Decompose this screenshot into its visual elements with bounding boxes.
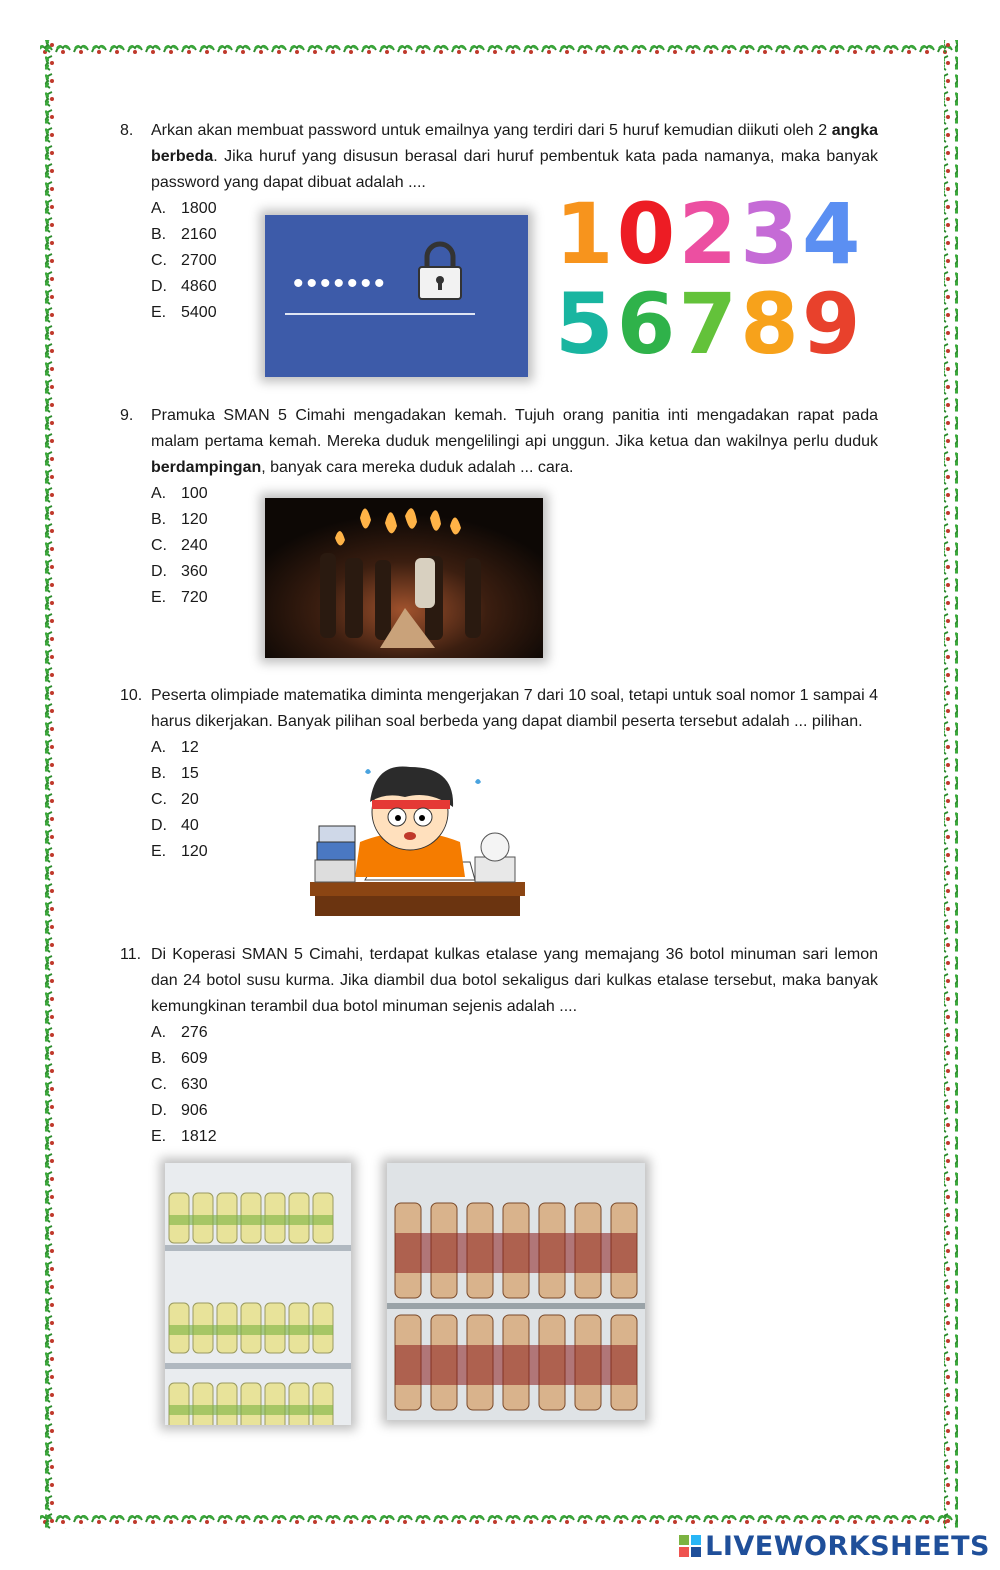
question-number: 9.: [120, 407, 134, 424]
digit: 0: [616, 185, 676, 283]
option-e[interactable]: E. 5400: [151, 304, 217, 321]
digit: 8: [740, 275, 799, 373]
question-11: [120, 942, 878, 1150]
digit: 5: [555, 275, 614, 373]
digit: 2: [678, 185, 737, 283]
option-a[interactable]: A. 100: [151, 485, 208, 502]
date-milk-photo: [387, 1163, 645, 1420]
option-c[interactable]: C. 630: [151, 1076, 208, 1093]
option-b[interactable]: B. 2160: [151, 226, 217, 243]
liveworksheets-logo[interactable]: [679, 1531, 990, 1562]
password-underline: [285, 313, 475, 315]
question-text: Di Koperasi SMAN 5 Cimahi, terdapat kulkas etalase yang memajang 36 botol minuman sari lemon dan 24 botol susu kurma. Jika diambil dua botol sekaligus dari kulkas etalase tersebut, maka banyak kemungkinan terambil dua botol minuman sejenis adalah ....: [151, 946, 878, 1015]
digits-row-1: [555, 185, 861, 283]
digit: 4: [802, 185, 861, 283]
digit: 9: [802, 275, 861, 373]
question-number: 10.: [120, 687, 143, 704]
question-number: 11.: [120, 946, 142, 963]
question-text: Arkan akan membuat password untuk emailnya yang terdiri dari 5 huruf kemudian diikuti oleh 2 angka berbeda. Jika huruf yang disusun berasal dari huruf pembentuk kata pada namanya, maka banyak password yang dapat dibuat adalah ....: [151, 122, 878, 191]
digits-image: [555, 185, 861, 373]
option-a[interactable]: A. 276: [151, 1024, 208, 1041]
question-text: Pramuka SMAN 5 Cimahi mengadakan kemah. Tujuh orang panitia inti mengadakan rapat pada malam pertama kemah. Mereka duduk mengelilingi api unggun. Jika ketua dan wakilnya perlu duduk berdampingan, banyak cara mereka duduk adalah ... cara.: [151, 407, 878, 476]
question-text: Peserta olimpiade matematika diminta mengerjakan 7 dari 10 soal, tetapi untuk soal nomor 1 sampai 4 harus dikerjakan. Banyak pilihan soal berbeda yang dapat diambil peserta tersebut adalah ... pilihan.: [151, 687, 878, 730]
brand-name: LIVEWORKSHEETS: [705, 1531, 990, 1562]
option-b[interactable]: B. 120: [151, 511, 208, 528]
option-d[interactable]: D. 40: [151, 817, 199, 834]
option-d[interactable]: D. 4860: [151, 278, 217, 295]
digit: 7: [678, 275, 737, 373]
password-image: [265, 215, 528, 377]
option-c[interactable]: C. 2700: [151, 252, 217, 269]
option-e[interactable]: E. 720: [151, 589, 208, 606]
option-d[interactable]: D. 360: [151, 563, 208, 580]
option-b[interactable]: B. 609: [151, 1050, 208, 1067]
lemon-drink-photo: [165, 1163, 351, 1425]
option-a[interactable]: A. 1800: [151, 200, 217, 217]
digits-row-2: [555, 275, 861, 373]
lock-icon: [413, 239, 467, 303]
studying-cartoon: [305, 752, 530, 918]
digit: 6: [616, 275, 676, 373]
digit: 3: [740, 185, 799, 283]
campfire-photo: [265, 498, 543, 658]
option-c[interactable]: C. 240: [151, 537, 208, 554]
liveworksheets-logo-icon: [679, 1535, 701, 1557]
option-a[interactable]: A. 12: [151, 739, 199, 756]
question-number: 8.: [120, 122, 134, 139]
option-d[interactable]: D. 906: [151, 1102, 208, 1119]
option-e[interactable]: E. 1812: [151, 1128, 217, 1145]
option-e[interactable]: E. 120: [151, 843, 208, 860]
answer-options: [151, 1020, 878, 1150]
digit: 1: [555, 185, 614, 283]
option-c[interactable]: C. 20: [151, 791, 199, 808]
password-mask: •••••••: [293, 267, 388, 300]
option-b[interactable]: B. 15: [151, 765, 199, 782]
